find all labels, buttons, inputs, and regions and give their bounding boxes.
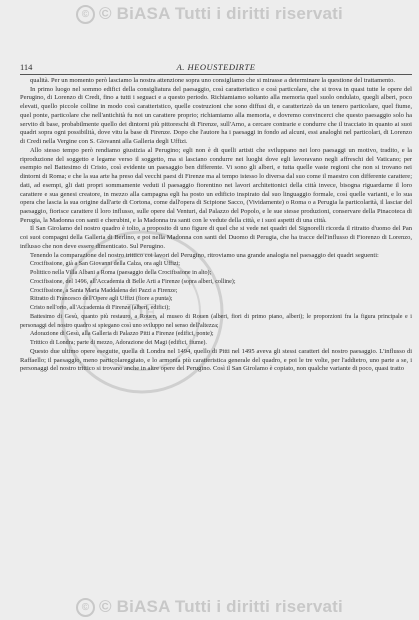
- paragraph: Allo stesso tempo però rendiamo giustizia al Perugino; egli non è di quelli artisti che sviluppano nei loro paesaggi un motivo, tradito, e la riproduzione del soggetto e legame verso il soggetto, ma si lasciano condurre nei luoghi dove egli lavoravano negli affreschi del Vaticano; per esempio nel Battesimo di Cristo, così evidente un paesaggio ben differente. Vi sono gli alberi, e tutta quelle vaste regioni che non si trovano nei dintorni di Roma; e che la sua arte ha preso dal vecchi paesi di Firenze ma al tempo istesso lo diversa dal suo come il maestro con differente carattere; dati, ad esempi, gli dati propri sommamente veduti il paesaggio fiorentino nei lavori architettonici della città invece, bisogna riguardarne il loro carattere e sua genesi creatore, in mezzo alla campagna egli ha posto un edificio inspirato dal suo linguaggio formale, così quelle varianti, e lo sua opera che lascia la sua origine dall'arte di Cortona, come dall'opera di Scipione Sacco, (Vividamente) o Roma o a Perugia la particolarità, il lasciar del paesaggio, fiorisce carattere il loro influsso, sulle opere dal Venturi, dal Palazzo del Popolo, e le sue stesse produzioni, conservare della Pinacoteca di Perugia, la Madonna con santi e cherubini, e la Madonna tra santi con le vedute della città, e i suoi aspetti di una città.: [20, 146, 412, 224]
- watermark-text: © BiASA Tutti i diritti riservati: [99, 4, 343, 23]
- biasa-logo-icon: ©: [76, 5, 95, 24]
- paragraph: Questo due ultimo opere eseguite, quella di Londra nel 1494, quello di Pitti nel 1495 aveva gli stessi caratteri del nostro paesaggio. L'influsso di Raffaello; il paesaggio, meno particolareggiato, e lo armonia più caratteristica generale del quadro, e poi le tre volte, per l'addietro, uno parte a se, i personaggi del nostro trittico si trovano anche in altre opere del Perugino. Così il San Girolamo è copiato, non qualche variante di poco, quasi tratto: [20, 347, 412, 373]
- paragraph: qualità. Per un momento però lasciamo la nostra attenzione sopra uno consigliamo che si mirasse a determinare la questione del trattamento.: [30, 77, 395, 84]
- list-item: Cristo nell'orto, all'Accademia di Firenze (alberi, edifici);: [30, 305, 170, 312]
- list-item: Ritratto di Francesco dell'Opere agli Uffizi (fiore a punta);: [30, 296, 173, 303]
- running-header: [20, 62, 412, 74]
- watermark-text: © BiASA Tutti i diritti riservati: [99, 597, 343, 616]
- list-item: Trittico di Londra; parte di mezzo, Adorazione dei Magi (edifici, fiume).: [30, 340, 207, 347]
- list-item: Adorazione di Gesù, alla Galleria di Palazzo Pitti a Firenze (edifici, ponte);: [30, 331, 214, 338]
- paragraph: Tenendo la comparazione del nostro trittico coi lavori del Perugino, ritroviamo una grande analogia nel paesaggio dei quadri seguenti:: [30, 251, 379, 259]
- running-title: A. HEOUSTEDIRTE: [176, 62, 256, 72]
- list-item: Crocifissione, già a San Giovanni della Calza, ora agli Uffizi;: [30, 261, 180, 268]
- document-page: [6, 0, 419, 620]
- list-item: Crocifissione, a Santa Maria Maddalena dei Pazzi a Firenze;: [30, 287, 178, 294]
- paragraph: In primo luogo nel sommo edifici della consigliatura del paesaggio, così caratteristico e così particolare, che si trova in quasi tutte le opere del Perugino, di Lorenzo di Credi, fino a tutti i seguaci e a questo periodo. Richiamiamo soltanto alla memoria quel suolo ondulato, quegli alberi, poco elevati, quello piccole colline in modo così caratteristico, quelle costruzioni che sono diffusi di, e caratterizzò da un tenero particolare, quel fiume, quel ponte, particolare che nell'antichità fu noi un carattere proprio; richiamiamo alla memoria, e dovremo convincerci che questo paesaggio solo ha servito di base, probabilmente quello dei dintorni più pittoreschi di Firenze, sull'Arno, a cercare contrarie e condurre che il tracciato in quanto ai suoi quadri sopra ogni possibilità, dove vitu la base di Firenze. Dopo che l'autore ha i paesaggi in fondo ad alcuni, essi analoghi nel particolari, di Lorenzo di Credi nella Vergine con S. Giovanni alla Galleria degli Uffizi.: [20, 85, 412, 146]
- paragraph: Il San Girolamo del nostro quadro è tolto, a proposito di uno figure di quel che si vede nei quadri del Signorelli ricorda il ritratto d'uomo del Pan coi suoi compagni della Galleria di Berlino, e poi nella Madonna con santi del Duomo di Perugia, che ha tracce dell'influsso di Fiorenzo di Lorenzo, influsso che non deve essere dimenticato. Sul Perugino.: [20, 225, 412, 250]
- text-body: [20, 77, 412, 587]
- watermark-bottom: [0, 597, 419, 617]
- list-item: Polittico nella Villa Albani a Roma (paesaggio della Crocifissione in alto);: [30, 270, 212, 277]
- biasa-logo-icon: ©: [76, 598, 95, 617]
- svg-text:DE: DE: [126, 300, 158, 326]
- header-rule: [20, 74, 412, 75]
- list-item: Crocifissione, del 1496, all'Accademia di Belle Arti a Firenze (sopra alberi, colline);: [30, 278, 236, 285]
- page-number: 114: [20, 62, 33, 72]
- list-item: Battesimo di Gesù, quanto più restauro, a Rouen, al museo di Rouen (alberi, fiori di primo piano, alberi); le proporzioni fra la figura principale e i personaggi del nostro quadro si spiegano così uno sviluppo nel senso dell'altezza;: [20, 313, 412, 329]
